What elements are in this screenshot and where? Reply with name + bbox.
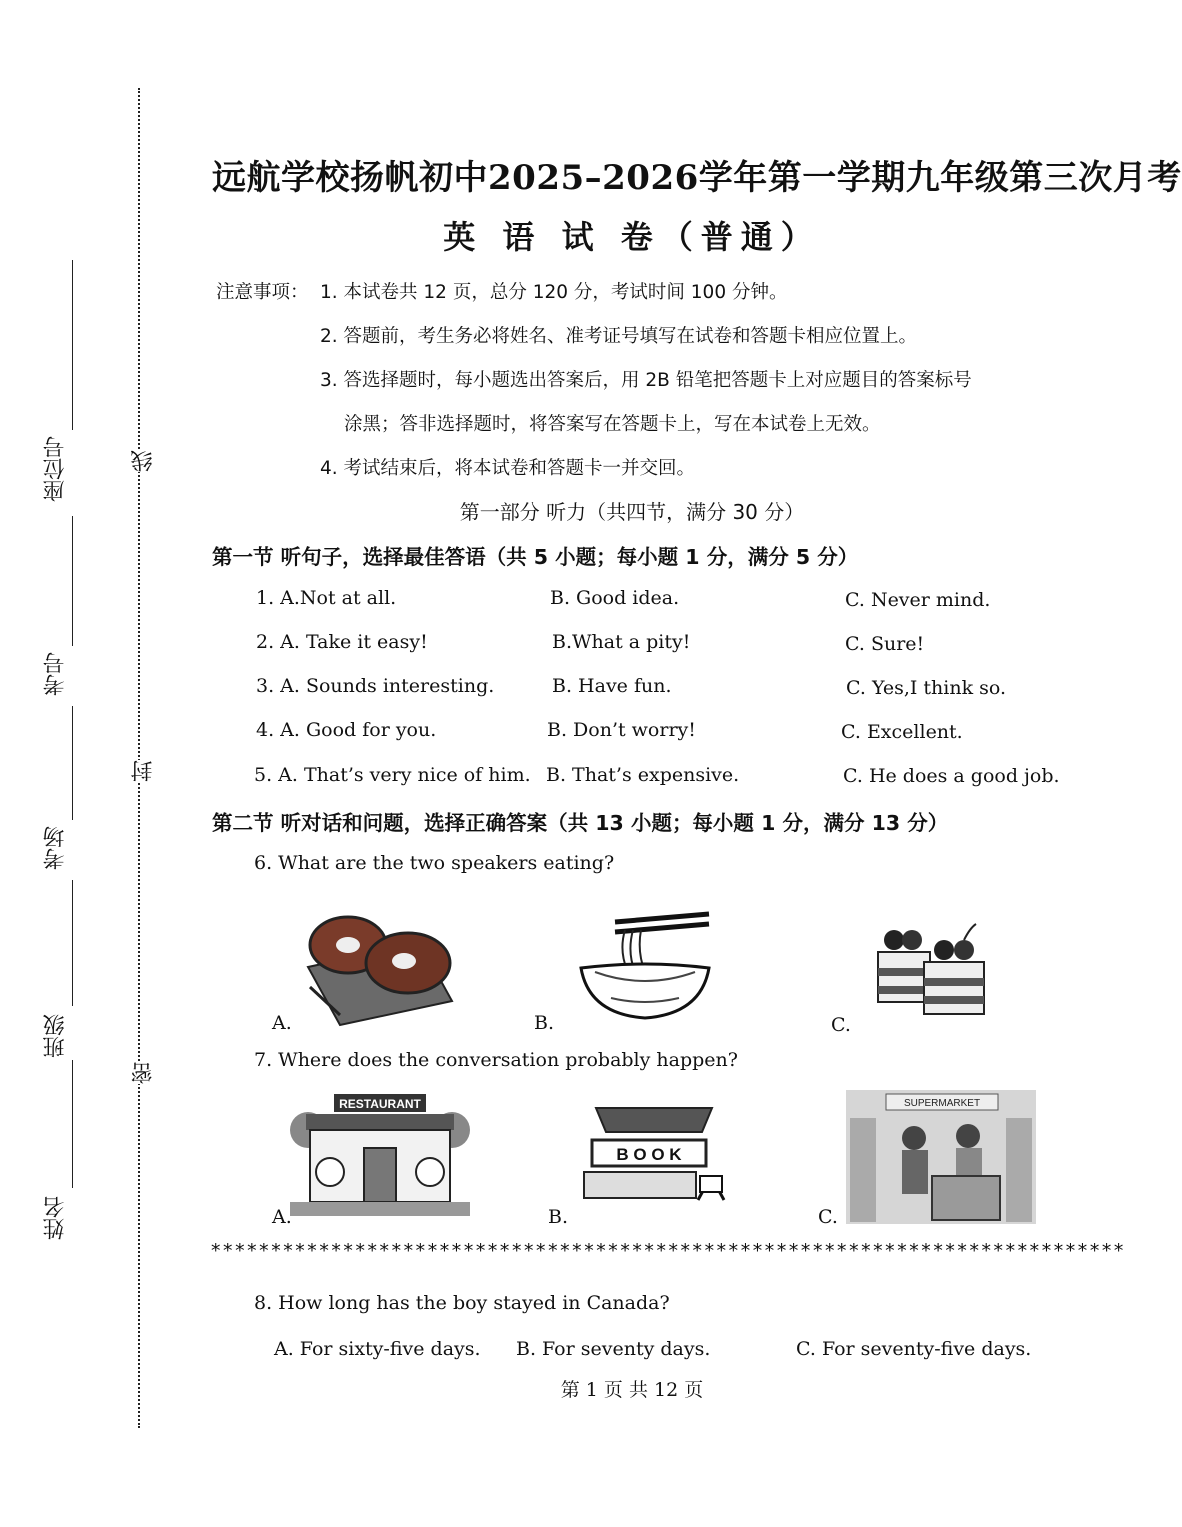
q1-option-b: B. Good idea. — [550, 587, 680, 609]
exam-title: 远航学校扬帆初中2025–2026学年第一学期九年级第三次月考 — [212, 158, 1182, 198]
q5-option-a: 5. A. That’s very nice of him. — [254, 764, 531, 786]
q8-option-c: C. For seventy-five days. — [796, 1338, 1032, 1360]
star-separator: **************************************************************************** — [210, 1240, 1125, 1262]
exam-number-label: 考号 — [43, 652, 68, 696]
exam-room-blank[interactable] — [72, 706, 73, 820]
q5-option-c: C. He does a good job. — [843, 765, 1060, 787]
exam-subtitle: 英 语 试 卷（普通） — [443, 218, 821, 256]
q3-option-b: B. Have fun. — [552, 675, 672, 697]
class-blank[interactable] — [72, 880, 73, 1006]
note-3-cont: 涂黑；答非选择题时，将答案写在答题卡上，写在本试卷上无效。 — [344, 414, 881, 435]
q8-option-b: B. For seventy days. — [516, 1338, 711, 1360]
name-label: 姓名 — [43, 1196, 68, 1240]
shopper-icon — [902, 1126, 926, 1150]
bookstore-picture — [578, 1104, 730, 1206]
exam-room-label: 考场 — [43, 826, 68, 870]
q8-stem: 8. How long has the boy stayed in Canada? — [254, 1292, 670, 1314]
note-3: 3. 答选择题时，每小题选出答案后，用 2B 铅笔把答题卡上对应题目的答案标号 — [320, 370, 972, 391]
restaurant-door-icon — [364, 1148, 396, 1202]
q6-stem: 6. What are the two speakers eating? — [254, 852, 615, 874]
q3-option-c: C. Yes,I think so. — [846, 677, 1007, 699]
notes-label: 注意事项： — [216, 282, 309, 303]
q6-label-a: A. — [272, 1012, 292, 1034]
section2-title: 第二节 听对话和问题，选择正确答案（共 13 小题；每小题 1 分，满分 13 分） — [212, 811, 949, 835]
page-number: 第 1 页 共 12 页 — [560, 1379, 704, 1401]
note-1: 1. 本试卷共 12 页，总分 120 分，考试时间 100 分钟。 — [320, 282, 788, 303]
name-blank[interactable] — [72, 1060, 73, 1188]
class-label: 班级 — [43, 1014, 68, 1058]
checkout-counter-icon — [932, 1176, 1000, 1220]
note-4: 4. 考试结束后，将本试卷和答题卡一并交回。 — [320, 458, 696, 479]
cake-left-icon — [878, 952, 930, 1002]
seal-char-xian: 线 — [128, 450, 159, 472]
seat-number-label: 座位号 — [43, 436, 68, 502]
book-shelf-icon — [584, 1172, 696, 1198]
chef-right-icon — [416, 1158, 444, 1186]
chopsticks-icon — [615, 914, 709, 922]
q1-option-c: C. Never mind. — [845, 589, 991, 611]
q2-option-a: 2. A. Take it easy! — [256, 631, 428, 653]
seat-number-blank[interactable] — [72, 260, 73, 430]
q4-option-c: C. Excellent. — [841, 721, 963, 743]
supermarket-picture — [846, 1090, 1036, 1224]
q4-option-a: 4. A. Good for you. — [256, 719, 437, 741]
q2-option-b: B.What a pity! — [552, 631, 691, 653]
steak-picture — [300, 905, 460, 1027]
book-sign: B O O K — [616, 1145, 682, 1164]
q7-label-c: C. — [818, 1206, 838, 1228]
seal-char-feng: 封 — [128, 760, 159, 782]
q7-label-a: A. — [272, 1206, 292, 1228]
q6-label-b: B. — [534, 1012, 555, 1034]
signboard-icon — [700, 1176, 722, 1192]
restaurant-sign: RESTAURANT — [339, 1097, 421, 1111]
q3-option-a: 3. A. Sounds interesting. — [256, 675, 495, 697]
q5-option-b: B. That’s expensive. — [546, 764, 740, 786]
restaurant-picture — [290, 1086, 470, 1222]
q4-option-b: B. Don’t worry! — [547, 719, 696, 741]
cashier-icon — [956, 1124, 980, 1148]
chef-left-icon — [316, 1158, 344, 1186]
noodles-picture — [575, 910, 715, 1022]
bowl-icon — [581, 964, 709, 1018]
seal-char-mi: 密 — [128, 1062, 159, 1084]
q7-label-b: B. — [548, 1206, 569, 1228]
q2-option-c: C. Sure! — [845, 633, 925, 655]
q8-option-a: A. For sixty-five days. — [274, 1338, 481, 1360]
exam-number-blank[interactable] — [72, 516, 73, 646]
section1-title: 第一节 听句子，选择最佳答语（共 5 小题；每小题 1 分，满分 5 分） — [212, 545, 859, 569]
q7-stem: 7. Where does the conversation probably happen? — [254, 1049, 738, 1071]
q1-option-a: 1. A.Not at all. — [256, 587, 397, 609]
q6-label-c: C. — [831, 1014, 851, 1036]
supermarket-sign: SUPERMARKET — [903, 1098, 981, 1109]
binding-dotted-line — [138, 88, 140, 1428]
cake-picture — [870, 918, 1000, 1018]
part1-title: 第一部分 听力（共四节，满分 30 分） — [459, 500, 805, 524]
note-2: 2. 答题前，考生务必将姓名、准考证号填写在试卷和答题卡相应位置上。 — [320, 326, 918, 347]
cake-right-icon — [924, 962, 984, 1014]
